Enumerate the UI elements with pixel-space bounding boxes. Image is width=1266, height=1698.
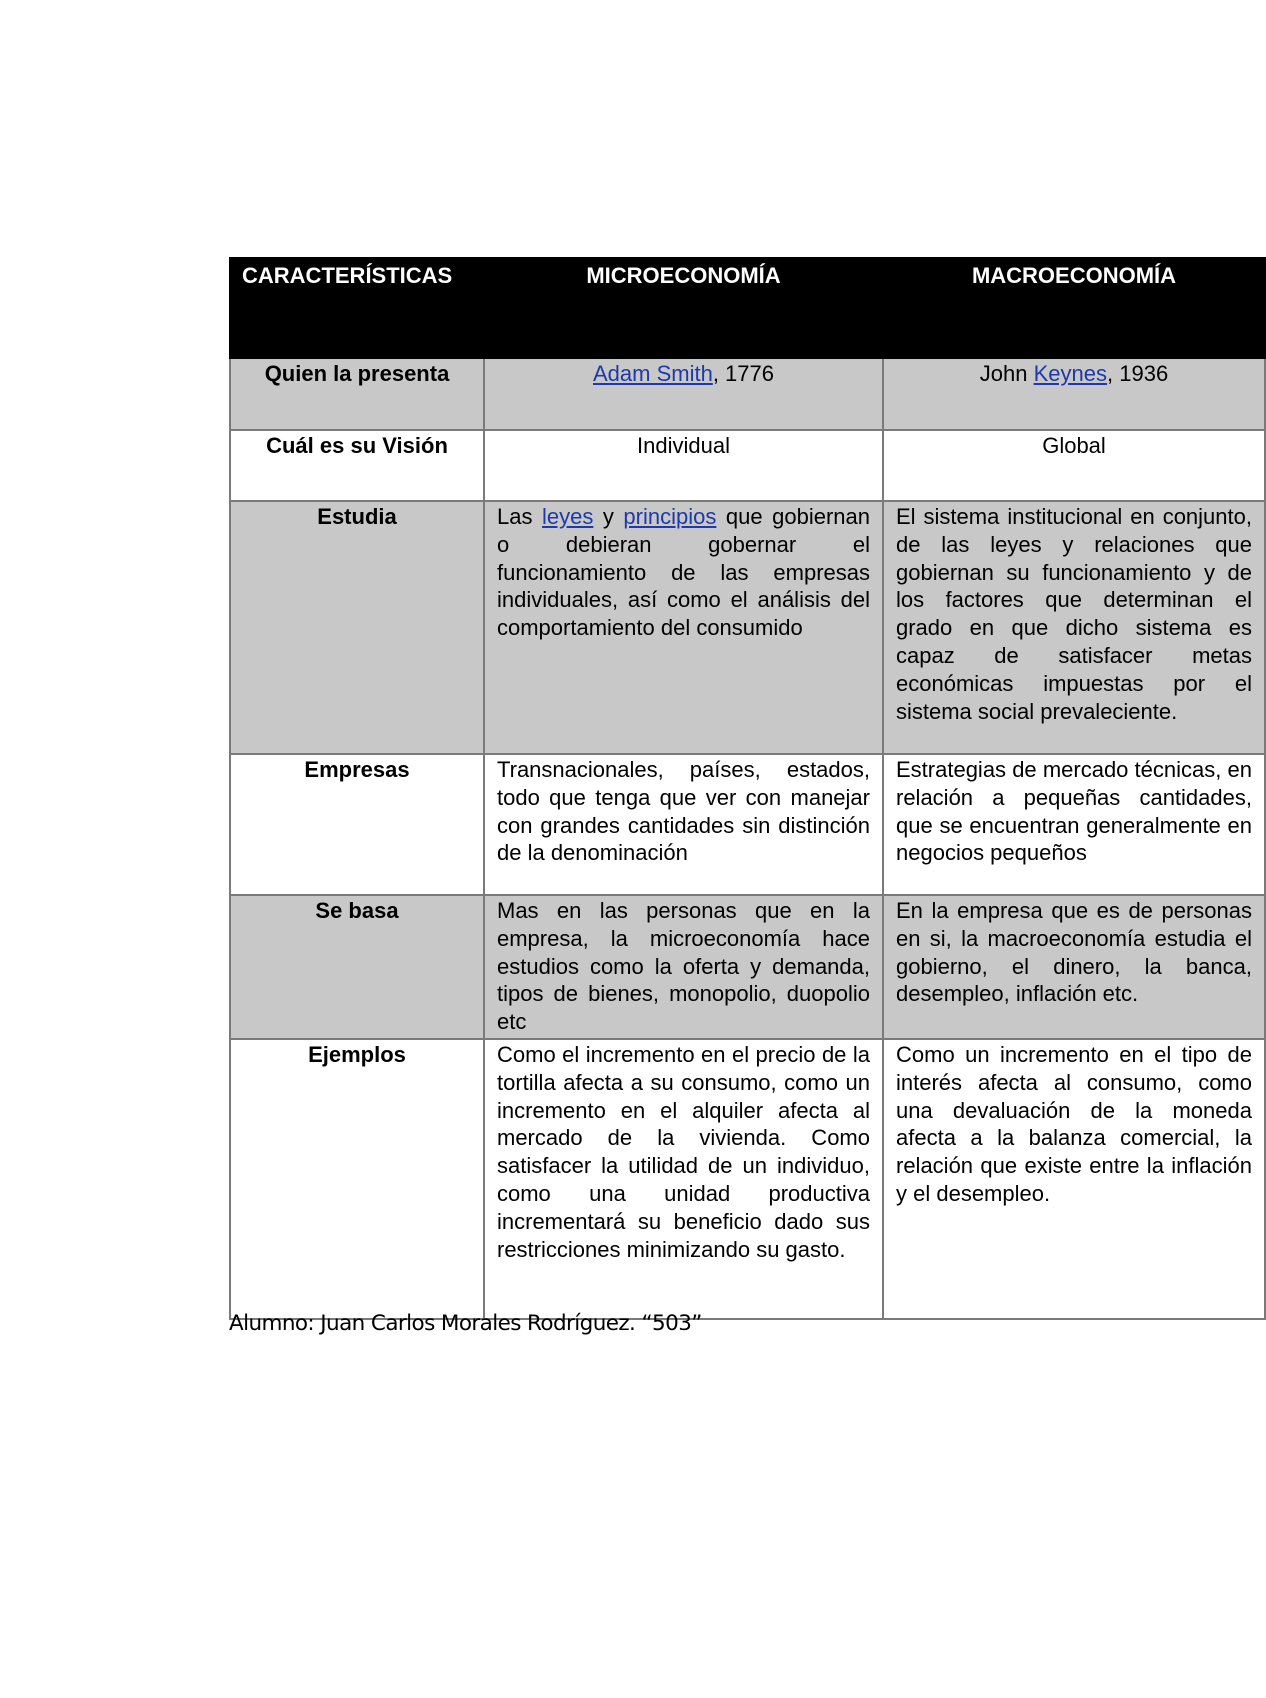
table-row — [230, 895, 1265, 1039]
micro-cell: Mas en las personas que en la empresa, la microeconomía hace estudios como la oferta y demanda, tipos de bienes, monopolio, duopolio etc — [484, 895, 883, 1039]
header-caracteristicas: CARACTERÍSTICAS — [230, 258, 484, 358]
row-label: Quien la presenta — [230, 358, 484, 430]
leyes-link[interactable]: leyes — [542, 504, 594, 529]
header-macroeconomia: MACROECONOMÍA — [883, 258, 1265, 358]
macro-cell: En la empresa que es de personas en si, la macroeconomía estudia el gobierno, el dinero, la banca, desempleo, inflación etc. — [883, 895, 1265, 1039]
macro-cell — [883, 358, 1265, 430]
macro-cell: El sistema institucional en conjunto, de las leyes y relaciones que gobiernan su funcionamiento y de los factores que determinan el grado en que dicho sistema es capaz de satisfacer metas económicas impuestas por el sistema social prevaleciente. — [883, 501, 1265, 754]
macro-cell: Estrategias de mercado técnicas, en relación a pequeñas cantidades, que se encuentran generalmente en negocios pequeños — [883, 754, 1265, 895]
macro-cell: Como un incremento en el tipo de interés afecta al consumo, como una devaluación de la moneda afecta a la balanza comercial, la relación que existe entre la inflación y el desempleo. — [883, 1039, 1265, 1319]
micro-cell: Transnacionales, países, estados, todo que tenga que ver con manejar con grandes cantidades sin distinción de la denominación — [484, 754, 883, 895]
table-row — [230, 1039, 1265, 1319]
micro-cell — [484, 501, 883, 754]
row-label: Cuál es su Visión — [230, 430, 484, 501]
table-row — [230, 358, 1265, 430]
row-label: Ejemplos — [230, 1039, 484, 1319]
table-row — [230, 501, 1265, 754]
row-label: Empresas — [230, 754, 484, 895]
micro-cell-text: y — [593, 504, 624, 529]
keynes-link[interactable]: Keynes — [1033, 361, 1108, 386]
table-row — [230, 430, 1265, 501]
micro-cell-text: que gobiernan o debieran gobernar el funcionamiento de las empresas individuales, así como el análisis del comportamiento del consumido — [497, 504, 870, 641]
micro-cell-text: Las — [497, 504, 542, 529]
table-row — [230, 754, 1265, 895]
row-label: Estudia — [230, 501, 484, 754]
micro-cell — [484, 358, 883, 430]
row-label: Se basa — [230, 895, 484, 1039]
micro-cell: Individual — [484, 430, 883, 501]
student-caption: Alumno: Juan Carlos Morales Rodríguez. “503” — [229, 1311, 702, 1336]
micro-cell-text: , 1776 — [712, 361, 774, 386]
macro-cell-text: , 1936 — [1107, 361, 1169, 386]
header-microeconomia: MICROECONOMÍA — [484, 258, 883, 358]
table-header-row — [230, 258, 1265, 358]
macro-cell-text: John — [979, 361, 1034, 386]
micro-cell: Como el incremento en el precio de la tortilla afecta a su consumo, como un incremento en el alquiler afecta al mercado de la vivienda. Como satisfacer la utilidad de un individuo, como una unidad productiva incrementará su beneficio dado sus restricciones minimizando su gasto. — [484, 1039, 883, 1319]
comparison-table — [229, 257, 1266, 1320]
principios-link[interactable]: principios — [623, 504, 717, 529]
macro-cell: Global — [883, 430, 1265, 501]
adam-smith-link[interactable]: Adam Smith — [593, 361, 713, 386]
